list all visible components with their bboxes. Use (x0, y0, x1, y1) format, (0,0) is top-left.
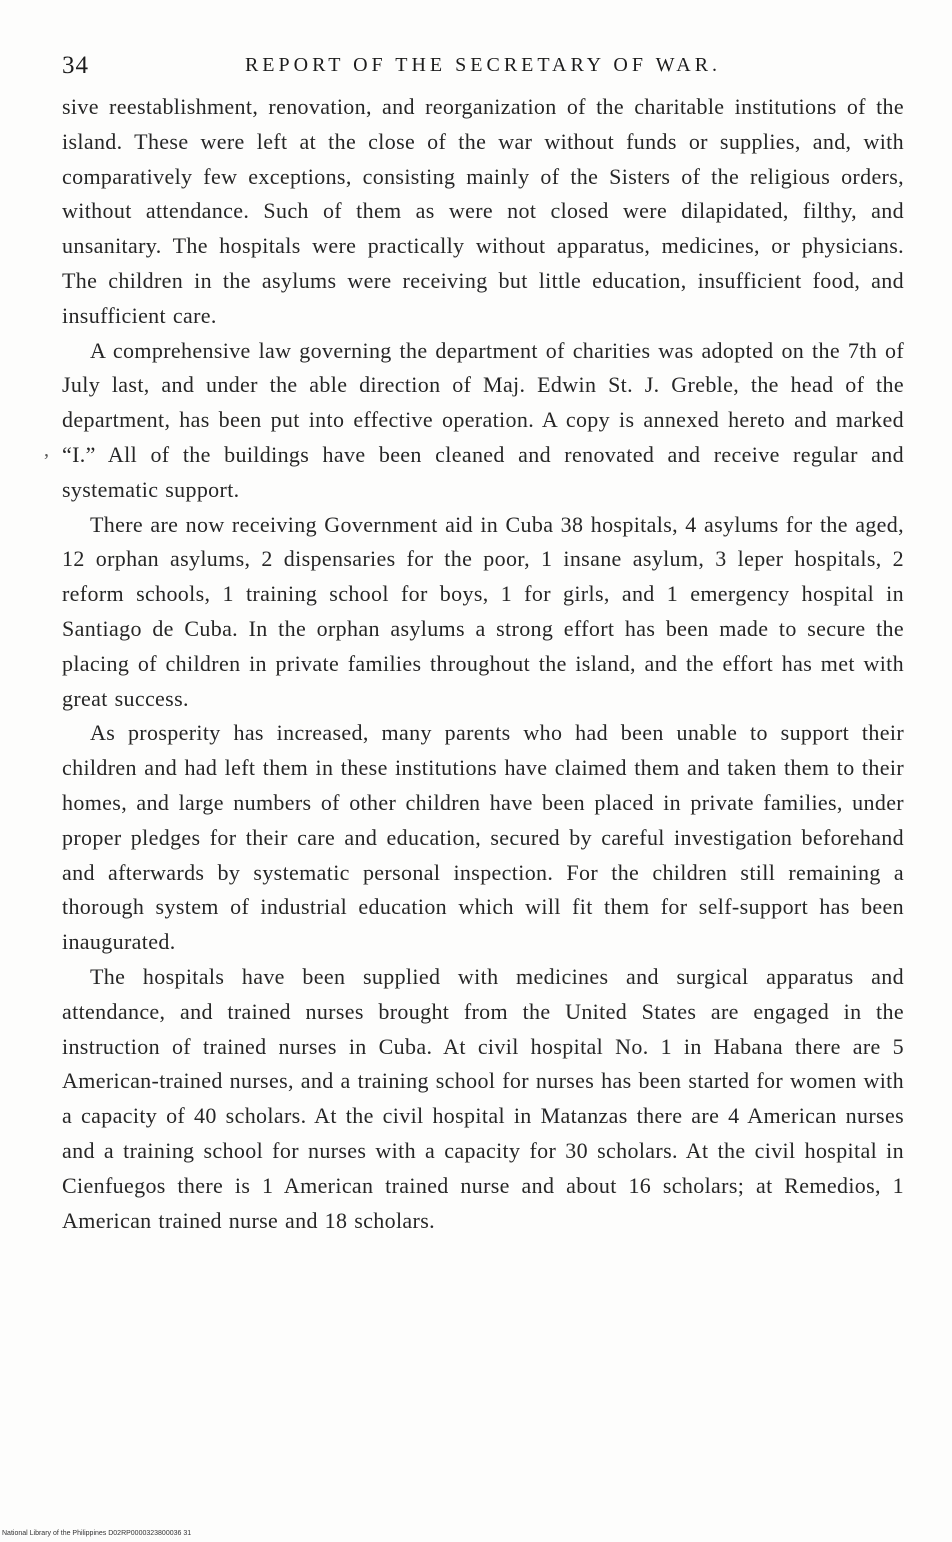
margin-mark: ’ (43, 450, 50, 472)
library-footer-stamp: National Library of the Philippines D02RP0000323800036 31 (2, 1530, 192, 1537)
paragraph-charities-law: A comprehensive law governing the department of charities was adopted on the 7th of July last, and under the able direction of Maj. Edwin St. J. Greble, the head of the department, has been put into effective operation. A copy is annexed hereto and marked “I.” All of the buildings have been cleaned and renovated and receive regular and systematic support. (62, 337, 904, 502)
running-head: REPORT OF THE SECRETARY OF WAR. (244, 54, 722, 76)
paragraph-prosperity: As prosperity has increased, many parents who had been unable to support their children and had left them in these institutions have claimed them and taken them to their homes, and large numbers of other children have been placed in private families, under proper pledges for their care and education, secured by careful investigation beforehand and afterwards by systematic personal inspection. For the children still remaining a thorough system of industrial education which will fit them for self-support has been inaugurated. (62, 720, 904, 955)
paragraph-continuation: sive reestablishment, renovation, and reorganization of the charitable institutions of the island. These were left at the close of the war without funds or supplies, and, with comparatively few exceptions, consisting mainly of the Sisters of the religious orders, without attendance. Such of them as were not closed were dilapidated, filthy, and unsanitary. The hospitals were practically without apparatus, medicines, or physicians. The children in the asylums were receiving but little education, insufficient food, and insufficient care. (62, 94, 904, 328)
page-header (62, 52, 904, 82)
report-body (62, 90, 904, 1238)
page-number: 34 (62, 52, 89, 79)
paragraph-government-aid: There are now receiving Government aid in Cuba 38 hospitals, 4 asylums for the aged, 12 orphan asylums, 2 dispensaries for the poor, 1 insane asylum, 3 leper hospitals, 2 reform schools, 1 training school for boys, 1 for girls, and 1 emergency hospital in Santiago de Cuba. In the orphan asylums a strong effort has been made to secure the placing of children in private families throughout the island, and the effort has met with great success. (62, 511, 904, 711)
paragraph-hospitals-nurses: The hospitals have been supplied with medicines and surgical apparatus and attendance, and trained nurses brought from the United States are engaged in the instruction of trained nurses in Cuba. At civil hospital No. 1 in Habana there are 5 American-trained nurses, and a training school for nurses has been started for women with a capacity of 40 scholars. At the civil hospital in Matanzas there are 4 American nurses and a training school for nurses with a capacity for 30 scholars. At the civil hospital in Cienfuegos there is 1 American trained nurse and about 16 scholars; at Remedios, 1 American trained nurse and 18 scholars. (62, 963, 904, 1233)
